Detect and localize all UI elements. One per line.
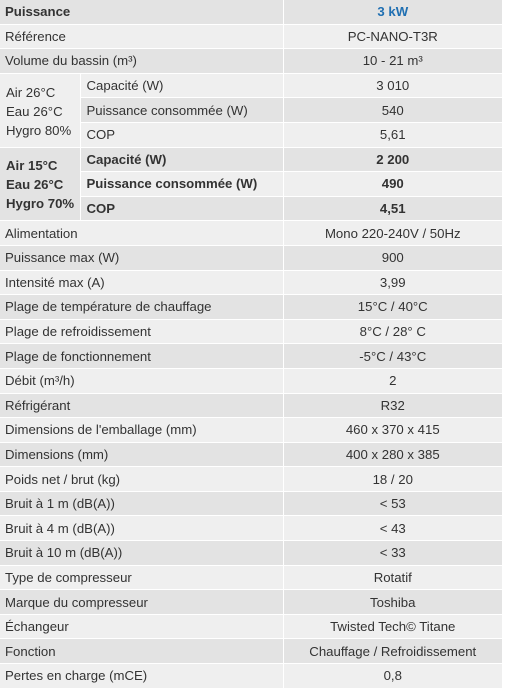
table-row bbox=[0, 73, 502, 98]
row-label: Poids net / brut (kg) bbox=[0, 467, 283, 492]
condition-cell bbox=[0, 73, 80, 147]
row-label: Type de compresseur bbox=[0, 565, 283, 590]
row-label: Pertes en charge (mCE) bbox=[0, 664, 283, 689]
row-label: Capacité (W) bbox=[80, 147, 283, 172]
row-value: 490 bbox=[283, 172, 502, 197]
row-value: PC-NANO-T3R bbox=[283, 24, 502, 49]
table-row bbox=[0, 614, 502, 639]
row-label: Dimensions (mm) bbox=[0, 442, 283, 467]
row-value: -5°C / 43°C bbox=[283, 344, 502, 369]
row-value: 3,99 bbox=[283, 270, 502, 295]
row-label: Référence bbox=[0, 24, 283, 49]
row-value: 8°C / 28° C bbox=[283, 319, 502, 344]
row-label: Plage de fonctionnement bbox=[0, 344, 283, 369]
table-row bbox=[0, 590, 502, 615]
row-label: Marque du compresseur bbox=[0, 590, 283, 615]
table-row bbox=[0, 664, 502, 689]
row-value: Mono 220-240V / 50Hz bbox=[283, 221, 502, 246]
row-value: Rotatif bbox=[283, 565, 502, 590]
row-label: COP bbox=[80, 196, 283, 221]
condition-line: Eau 26°C bbox=[6, 177, 64, 193]
row-label: Fonction bbox=[0, 639, 283, 664]
table-row bbox=[0, 418, 502, 443]
table-row bbox=[0, 24, 502, 49]
row-value: 10 - 21 m³ bbox=[283, 49, 502, 74]
table-row bbox=[0, 442, 502, 467]
row-value: R32 bbox=[283, 393, 502, 418]
row-label: Plage de refroidissement bbox=[0, 319, 283, 344]
row-label: Capacité (W) bbox=[80, 73, 283, 98]
condition-cell bbox=[0, 147, 80, 221]
row-value: 460 x 370 x 415 bbox=[283, 418, 502, 443]
row-value: Twisted Tech© Titane bbox=[283, 614, 502, 639]
row-label: Puissance consommée (W) bbox=[80, 98, 283, 123]
table-row bbox=[0, 393, 502, 418]
table-row bbox=[0, 467, 502, 492]
row-value: 18 / 20 bbox=[283, 467, 502, 492]
table-row bbox=[0, 491, 502, 516]
row-label: Puissance bbox=[0, 0, 283, 24]
table-row bbox=[0, 295, 502, 320]
row-value: 4,51 bbox=[283, 196, 502, 221]
table-row bbox=[0, 516, 502, 541]
row-value: 3 010 bbox=[283, 73, 502, 98]
condition-line: Hygro 80% bbox=[6, 122, 72, 138]
row-value: 0,8 bbox=[283, 664, 502, 689]
row-value: 2 200 bbox=[283, 147, 502, 172]
table-row bbox=[0, 270, 502, 295]
table-row bbox=[0, 368, 502, 393]
row-value: 540 bbox=[283, 98, 502, 123]
row-value: 400 x 280 x 385 bbox=[283, 442, 502, 467]
row-label: Bruit à 4 m (dB(A)) bbox=[0, 516, 283, 541]
row-label: Puissance consommée (W) bbox=[80, 172, 283, 197]
spec-table-body bbox=[0, 221, 502, 688]
row-label: Plage de température de chauffage bbox=[0, 295, 283, 320]
row-value: 900 bbox=[283, 245, 502, 270]
row-label: Volume du bassin (m³) bbox=[0, 49, 283, 74]
row-value: 3 kW bbox=[283, 0, 502, 24]
row-label: Puissance max (W) bbox=[0, 245, 283, 270]
row-label: Débit (m³/h) bbox=[0, 368, 283, 393]
table-row bbox=[0, 49, 502, 74]
row-label: Alimentation bbox=[0, 221, 283, 246]
condition-line: Air 15°C bbox=[6, 158, 58, 174]
table-row bbox=[0, 319, 502, 344]
condition-line: Eau 26°C bbox=[6, 103, 63, 119]
row-value: < 33 bbox=[283, 541, 502, 566]
row-label: COP bbox=[80, 122, 283, 147]
row-value: 15°C / 40°C bbox=[283, 295, 502, 320]
row-value: 2 bbox=[283, 368, 502, 393]
table-row bbox=[0, 344, 502, 369]
row-label: Bruit à 1 m (dB(A)) bbox=[0, 491, 283, 516]
table-row bbox=[0, 639, 502, 664]
table-row bbox=[0, 221, 502, 246]
condition-line: Hygro 70% bbox=[6, 196, 75, 212]
row-label: Réfrigérant bbox=[0, 393, 283, 418]
row-label: Dimensions de l'emballage (mm) bbox=[0, 418, 283, 443]
row-value: 5,61 bbox=[283, 122, 502, 147]
table-row bbox=[0, 0, 502, 24]
table-row bbox=[0, 565, 502, 590]
row-value: < 53 bbox=[283, 491, 502, 516]
row-value: < 43 bbox=[283, 516, 502, 541]
table-row bbox=[0, 541, 502, 566]
condition-line: Air 26°C bbox=[6, 84, 56, 100]
row-value: Chauffage / Refroidissement bbox=[283, 639, 502, 664]
row-label: Intensité max (A) bbox=[0, 270, 283, 295]
row-value: Toshiba bbox=[283, 590, 502, 615]
row-label: Échangeur bbox=[0, 614, 283, 639]
table-row bbox=[0, 147, 502, 172]
row-label: Bruit à 10 m (dB(A)) bbox=[0, 541, 283, 566]
table-row bbox=[0, 245, 502, 270]
